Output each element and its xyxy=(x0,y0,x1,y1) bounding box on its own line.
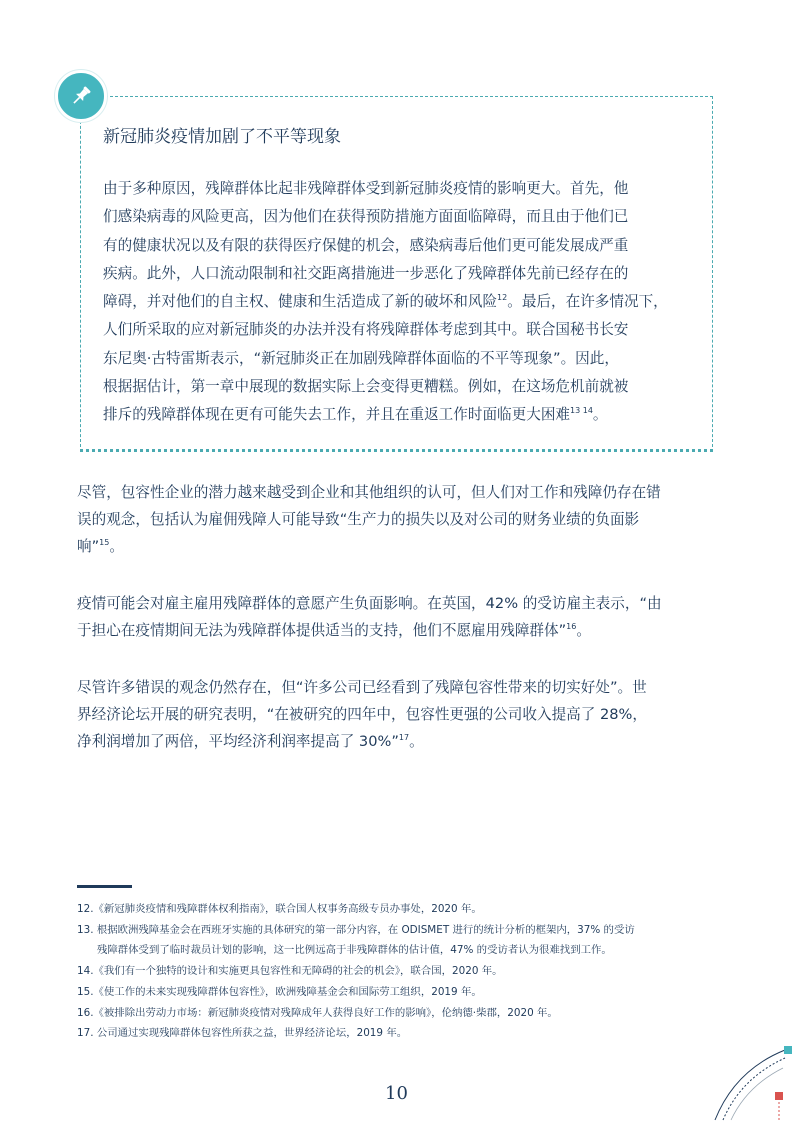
callout-line xyxy=(103,401,695,429)
callout-line-text: 排斥的残障群体现在更有可能失去工作，并且在重返工作时面临更大困难 xyxy=(103,406,571,424)
paragraph-line xyxy=(77,533,717,560)
footnote-item: 12.《新冠肺炎疫情和残障群体权利指南》，联合国人权事务高级专员办事处，2020 年。 xyxy=(77,903,482,915)
paragraph-line-text: 。 xyxy=(109,538,124,555)
paragraph-1 xyxy=(77,479,717,560)
paragraph-2 xyxy=(77,590,717,644)
callout-line: 们感染病毒的风险更高，因为他们在获得预防措施方面面临障碍，而且由于他们已 xyxy=(103,208,629,226)
callout-title: 新冠肺炎疫情加剧了不平等现象 xyxy=(103,127,341,147)
footnote-ref[interactable]: 15 xyxy=(99,538,110,548)
footnote-ref[interactable]: 13 14 xyxy=(570,406,593,416)
footnote-item: 14.《我们有一个独特的设计和实施更具包容性和无障碍的社会的机会》，联合国，2020 年。 xyxy=(77,965,503,978)
paragraph-3 xyxy=(77,674,717,755)
callout-line-text: 。最后，在许多情况下， xyxy=(507,293,668,311)
pushpin-glyph xyxy=(69,84,93,108)
footnote-item: 16.《被排除出劳动力市场：新冠肺炎疫情对残障成年人获得良好工作的影响》，伦纳德·柴郡，2020 年。 xyxy=(77,1006,558,1019)
corner-dial-icon xyxy=(705,1040,793,1122)
paragraph-line-text: 于担心在疫情期间无法为残障群体提供适当的支持，他们不愿雇用残障群体” xyxy=(77,622,567,639)
page-number: 10 xyxy=(385,1083,408,1104)
callout-line: 有的健康状况以及有限的获得医疗保健的机会，感染病毒后他们更可能发展成严重 xyxy=(103,236,629,254)
paragraph-line: 疫情可能会对雇主雇用残障群体的意愿产生负面影响。在英国，42% 的受访雇主表示，“由 xyxy=(77,595,662,612)
paragraph-line: 界经济论坛开展的研究表明，“在被研究的四年中，包容性更强的公司收入提高了 28%， xyxy=(77,706,648,723)
paragraph-line-text: 响” xyxy=(77,538,100,555)
paragraph-line: 尽管，包容性企业的潜力越来越受到企业和其他组织的认可，但人们对工作和残障仍存在错 xyxy=(77,484,661,501)
footnote-item: 15.《使工作的未来实现残障群体包容性》，欧洲残障基金会和国际劳工组织，2019 年。 xyxy=(77,985,482,998)
callout-line: 人们所采取的应对新冠肺炎的办法并没有将残障群体考虑到其中。联合国秘书长安 xyxy=(103,321,629,339)
callout-line-text: 。 xyxy=(592,406,608,424)
paragraph-line-text: 净利润增加了两倍，平均经济利润率提高了 30%” xyxy=(77,733,399,750)
footnotes xyxy=(77,899,717,1044)
callout-line: 根据据估计，第一章中展现的数据实际上会变得更糟糕。例如，在这场危机前就被 xyxy=(103,378,629,396)
paragraph-line xyxy=(77,617,717,644)
footnote-ref[interactable]: 16 xyxy=(566,622,577,632)
callout-line-text: 障碍，并对他们的自主权、健康和生活造成了新的破坏和风险 xyxy=(103,293,498,311)
paragraph-line: 误的观念，包括认为雇佣残障人可能导致“生产力的损失以及对公司的财务业绩的负面影 xyxy=(77,511,640,528)
callout-line: 疾病。此外，人口流动限制和社交距离措施进一步恶化了残障群体先前已经存在的 xyxy=(103,264,629,282)
paragraph-line: 尽管许多错误的观念仍然存在，但“许多公司已经看到了残障包容性带来的切实好处”。世 xyxy=(77,679,647,696)
footnote-ref[interactable]: 12 xyxy=(497,293,508,303)
footnote-item: 17. 公司通过实现残障群体包容性所获之益，世界经济论坛，2019 年。 xyxy=(77,1027,408,1040)
paragraph-line xyxy=(77,728,717,755)
paragraph-line-text: 。 xyxy=(409,733,424,750)
callout-body xyxy=(103,175,695,430)
callout-line xyxy=(103,288,695,316)
callout-line: 东尼奥·古特雷斯表示，“新冠肺炎正在加剧残障群体面临的不平等现象”。因此， xyxy=(103,349,619,367)
callout-line: 由于多种原因，残障群体比起非残障群体受到新冠肺炎疫情的影响更大。首先，他 xyxy=(103,180,629,197)
footnote-item: 13. 根据欧洲残障基金会在西班牙实施的具体研究的第一部分内容，在 ODISMET 进行的统计分析的框架内，37% 的受访 xyxy=(77,923,635,936)
pushpin-icon xyxy=(55,70,107,122)
footnote-ref[interactable]: 17 xyxy=(398,733,410,743)
footnote-divider xyxy=(77,885,132,888)
paragraph-line-text: 。 xyxy=(576,622,591,639)
footnote-item-continued: 残障群体受到了临时裁员计划的影响，这一比例远高于非残障群体的估计值，47% 的受访者认为很难找到工作。 xyxy=(97,944,612,957)
